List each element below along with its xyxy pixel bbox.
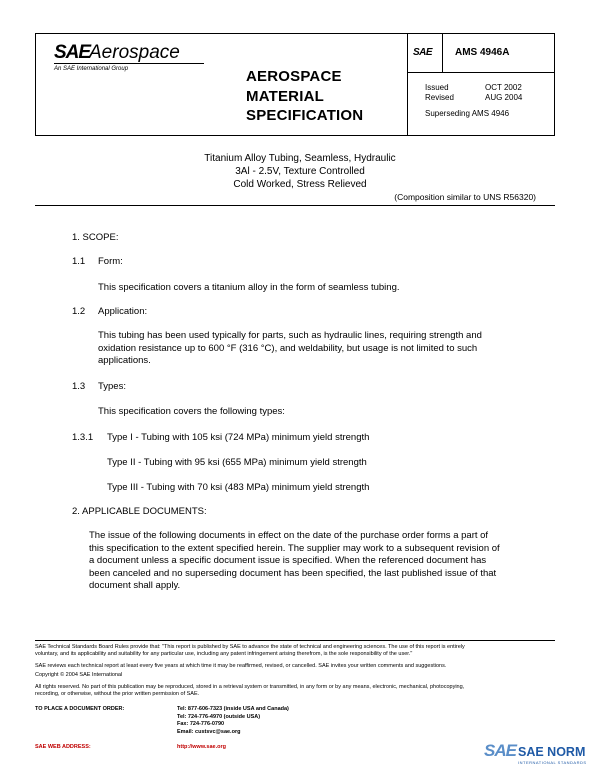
subject-rule: [35, 205, 555, 206]
footer-rule: [35, 640, 555, 641]
type-1-item: Type I - Tubing with 105 ksi (724 MPa) minimum yield strength: [107, 432, 370, 443]
section-2-heading: 2. APPLICABLE DOCUMENTS:: [72, 506, 207, 517]
footer-line: All rights reserved. No part of this publication may be reproduced, stored in a retrieval system or transmitted, in any form or by any means, electronic, mechanical, photocopying,: [35, 684, 465, 690]
section-1-3-number: 1.3: [72, 381, 86, 392]
type-3-item: Type III - Tubing with 70 ksi (483 MPa) minimum yield strength: [107, 482, 370, 493]
web-address-label: SAE WEB ADDRESS:: [35, 744, 91, 750]
paragraph-line: been canceled and no superseding document has been specified, the last published issue of that: [89, 567, 497, 579]
section-1-heading: 1. SCOPE:: [72, 232, 119, 243]
fax-number: Fax: 724-776-0790: [177, 721, 225, 727]
sae-mark: SAE: [413, 47, 433, 58]
paragraph-line: applications.: [98, 355, 151, 366]
order-label: TO PLACE A DOCUMENT ORDER:: [35, 706, 125, 712]
title-line: AEROSPACE: [246, 68, 342, 85]
form-paragraph: This specification covers a titanium alloy in the form of seamless tubing.: [98, 282, 400, 293]
title-line: SPECIFICATION: [246, 107, 364, 124]
footer-line: recording, or otherwise, without the prior written permission of SAE.: [35, 691, 200, 697]
copyright-text: Copyright © 2004 SAE International: [35, 672, 123, 678]
section-1-3-1-number: 1.3.1: [72, 432, 94, 443]
types-paragraph: This specification covers the following types:: [98, 406, 285, 417]
paragraph-line: document shall apply.: [89, 580, 181, 591]
paragraph-line: a document unless a specific document issue is specified. When the referenced document has: [89, 555, 487, 566]
application-paragraph: [98, 330, 482, 368]
sae-norm-watermark-logo: SAE: [484, 741, 516, 760]
sae-norm-watermark-sub: INTERNATIONAL STANDARDS: [518, 760, 587, 765]
paragraph-line: This tubing has been used typically for parts, such as hydraulic lines, requiring strength and: [98, 330, 482, 341]
type-2-item: Type II - Tubing with 95 ksi (655 MPa) minimum yield strength: [107, 457, 367, 468]
subject-line-1: Titanium Alloy Tubing, Seamless, Hydraulic: [204, 153, 396, 164]
spec-number: AMS 4946A: [455, 47, 510, 58]
aerospace-logo-text: Aerospace: [89, 42, 180, 63]
sae-norm-watermark-text: SAE NORM: [518, 745, 586, 759]
doc-type-title: [246, 67, 363, 126]
paragraph-line: this specification to the extent specified herein. The supplier may work to a subsequent revision of: [89, 542, 500, 554]
footer-line: voluntary, and its applicability and suitability for any particular use, including any patent infringement arising therefrom, is the sole responsibility of the user.": [35, 651, 413, 657]
section-1-1-number: 1.1: [72, 256, 86, 267]
logo-underline: [54, 63, 204, 64]
logo-subtitle: An SAE International Group: [54, 66, 129, 72]
revised-label: Revised: [425, 93, 454, 102]
section-1-2-number: 1.2: [72, 306, 86, 317]
web-url-link[interactable]: http://www.sae.org: [177, 744, 226, 750]
subject-line-2: 3Al - 2.5V, Texture Controlled: [235, 166, 365, 177]
issued-label: Issued: [425, 83, 449, 92]
section-1-2-title: Application:: [98, 306, 148, 317]
applicable-documents-paragraph: [89, 530, 500, 593]
issued-date: OCT 2002: [485, 83, 522, 92]
paragraph-line: oxidation resistance up to 600 °F (316 °C), and weldability, but usage is not limited to such: [98, 342, 478, 354]
paragraph-line: The issue of the following documents in effect on the date of the purchase order forms a part of: [89, 530, 489, 541]
superseding-note: Superseding AMS 4946: [425, 109, 510, 118]
phone-outside-usa: Tel: 724-776-4970 (outside USA): [177, 713, 261, 720]
review-text: SAE reviews each technical report at least every five years at which time it may be reaffirmed, revised, or cancelled. SAE invites your written comments and suggestions.: [35, 663, 447, 669]
revised-date: AUG 2004: [485, 93, 523, 102]
header-divider: [442, 34, 443, 72]
section-1-3-title: Types:: [98, 381, 126, 392]
subject-line-3: Cold Worked, Stress Relieved: [233, 179, 367, 190]
order-contacts: [177, 706, 289, 736]
header-divider: [407, 34, 408, 135]
composition-note: (Composition similar to UNS R56320): [394, 192, 536, 202]
section-1-1-title: Form:: [98, 256, 123, 267]
header-box: [35, 33, 555, 136]
footer-line: SAE Technical Standards Board Rules provide that: "This report is published by SAE to advance the state of technical and engineering sciences. The use of this report is entirely: [35, 644, 465, 650]
title-line: MATERIAL: [246, 87, 324, 105]
sae-logo: SAE: [54, 42, 91, 63]
header-divider: [407, 72, 555, 73]
board-rules-text: [35, 644, 560, 658]
phone-inside-usa: Tel: 877-606-7323 (inside USA and Canada): [177, 706, 289, 712]
email-address: Email: custsvc@sae.org: [177, 728, 241, 735]
rights-text: [35, 684, 560, 698]
